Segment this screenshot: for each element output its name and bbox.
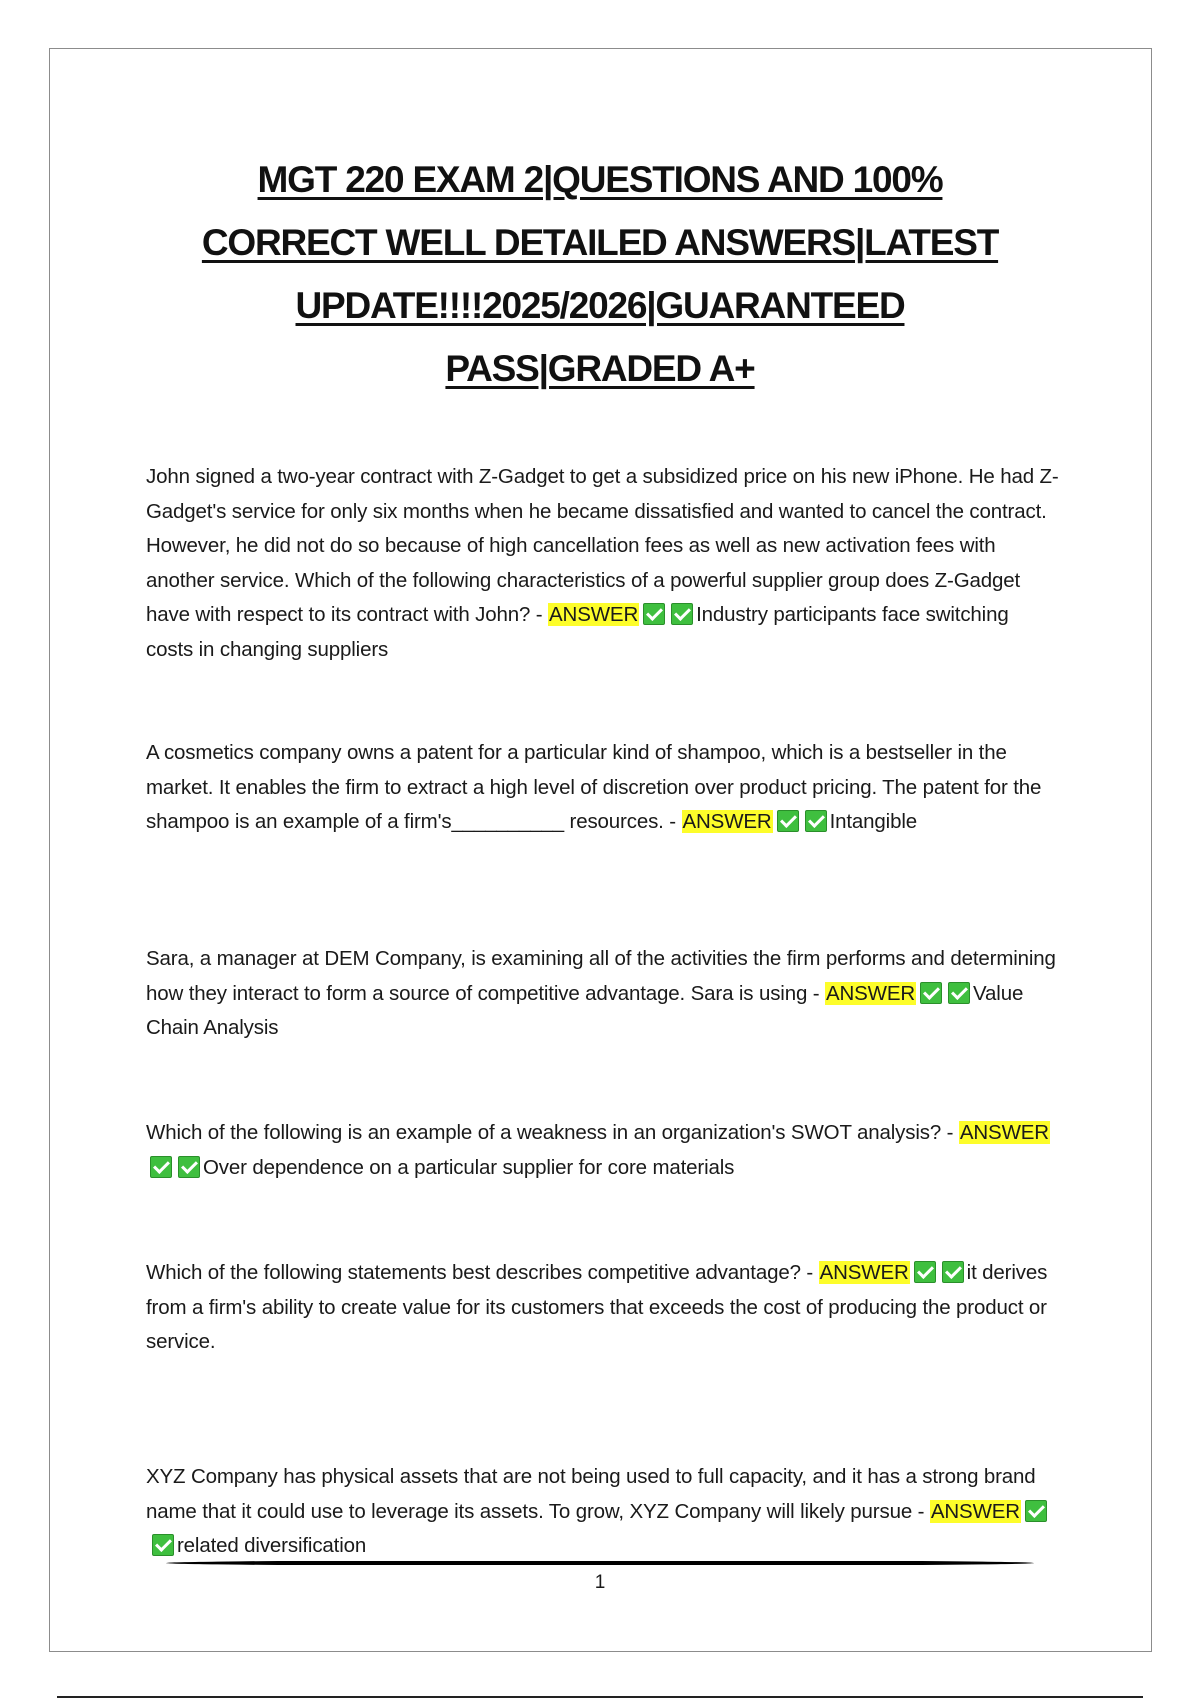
title-line-1: MGT 220 EXAM 2|QUESTIONS AND 100% — [257, 159, 943, 200]
check-mark-button-icon — [671, 603, 693, 625]
answer-text: Intangible — [829, 810, 917, 833]
answer-label: ANSWER — [959, 1121, 1049, 1144]
check-mark-button-icon — [1025, 1500, 1047, 1522]
check-mark-button-icon — [920, 982, 942, 1004]
answer-label: ANSWER — [819, 1261, 909, 1284]
question-text: Which of the following is an example of a weakness in an organization's SWOT analysis? - — [146, 1121, 954, 1144]
check-mark-button-icon — [152, 1534, 174, 1556]
title-line-2: CORRECT WELL DETAILED ANSWERS|LATEST — [201, 222, 999, 263]
document-title — [0, 148, 1200, 400]
qa-item-2 — [146, 736, 1061, 840]
answer-text: Industry participants face switching costs in changing suppliers — [146, 603, 1009, 661]
question-text: Sara, a manager at DEM Company, is examining all of the activities the firm performs and determining how they interact to form a source of competitive advantage. Sara is using - — [146, 947, 1056, 1005]
answer-label: ANSWER — [930, 1499, 1020, 1523]
answer-text: it derives from a firm's ability to create value for its customers that exceeds the cost of producing the product or service. — [146, 1261, 1048, 1353]
answer-label: ANSWER — [825, 981, 916, 1005]
question-text: Which of the following statements best describes competitive advantage? - — [146, 1261, 814, 1284]
title-line-4: PASS|GRADED A+ — [445, 348, 755, 389]
page-number: 1 — [594, 1572, 606, 1593]
check-mark-button-icon — [948, 982, 970, 1004]
check-mark-button-icon — [150, 1156, 172, 1178]
answer-label: ANSWER — [682, 810, 772, 833]
question-text: A cosmetics company owns a patent for a particular kind of shampoo, which is a bestseller in the market. It enables the firm to extract a high level of discretion over product pricing. The patent for the shampoo is an example of a firm's__________ resources. - — [146, 741, 1042, 833]
qa-item-5 — [146, 1256, 1061, 1360]
check-mark-button-icon — [777, 810, 799, 832]
qa-item-1 — [146, 460, 1061, 667]
answer-text: Value Chain Analysis — [146, 981, 1024, 1039]
qa-item-4 — [146, 1116, 1061, 1185]
answer-text: related diversification — [177, 1534, 367, 1557]
page-bottom-divider — [57, 1696, 1143, 1698]
qa-item-3 — [146, 942, 1061, 1046]
check-mark-button-icon — [805, 810, 827, 832]
check-mark-button-icon — [914, 1261, 936, 1283]
answer-text: Over dependence on a particular supplier for core materials — [203, 1155, 735, 1179]
qa-item-6 — [146, 1460, 1061, 1564]
check-mark-button-icon — [942, 1261, 964, 1283]
footer-divider — [166, 1560, 1034, 1566]
title-line-3: UPDATE!!!!2025/2026|GUARANTEED — [295, 285, 905, 326]
check-mark-button-icon — [178, 1156, 200, 1178]
question-text: John signed a two-year contract with Z-Gadget to get a subsidized price on his new iPhone. He had Z-Gadget's service for only six months when he became dissatisfied and wanted to cancel the contract. However, he did not do so because of high cancellation fees as well as new activation fees with another service. Which of the following characteristics of a powerful supplier group does Z-Gadget have with respect to its contract with John? - — [146, 465, 1059, 626]
check-mark-button-icon — [643, 603, 665, 625]
question-text: XYZ Company has physical assets that are not being used to full capacity, and it has a strong brand name that it could use to leverage its assets. To grow, XYZ Company will likely pursue - — [146, 1465, 1036, 1523]
answer-label: ANSWER — [549, 603, 639, 626]
